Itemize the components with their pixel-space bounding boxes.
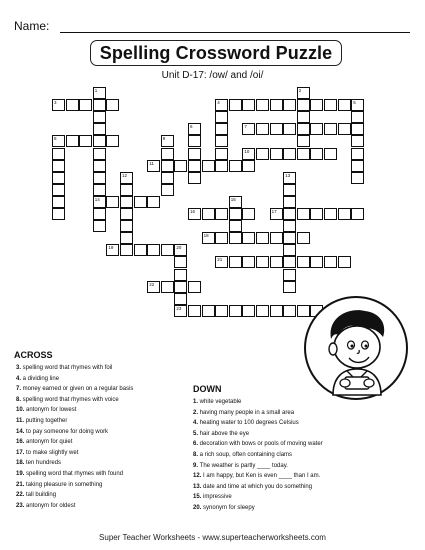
crossword-cell[interactable]	[242, 99, 255, 111]
clue-item	[193, 409, 294, 417]
crossword-cell[interactable]	[324, 123, 337, 135]
clue-number: 2	[298, 88, 302, 93]
clue-item-number: 8.	[16, 396, 23, 403]
crossword-cell[interactable]	[256, 305, 269, 317]
crossword-cell[interactable]	[215, 160, 228, 172]
crossword-cell[interactable]	[52, 184, 65, 196]
clue-number: 17	[271, 209, 277, 214]
clue-item-text: hair above the eye	[199, 430, 250, 437]
crossword-cell[interactable]	[324, 256, 337, 268]
crossword-cell[interactable]	[351, 160, 364, 172]
clue-number: 8	[54, 136, 57, 142]
clue-item	[193, 483, 312, 491]
crossword-cell[interactable]	[242, 232, 255, 244]
crossword-cell[interactable]	[351, 172, 364, 184]
clue-item-text: spelling word that rhymes with found	[26, 471, 124, 477]
clue-item	[16, 417, 67, 425]
crossword-cell[interactable]	[93, 123, 106, 135]
clue-number: 13	[285, 172, 291, 178]
crossword-cell[interactable]	[242, 208, 255, 220]
crossword-cell[interactable]	[242, 160, 255, 172]
crossword-cell[interactable]	[134, 196, 147, 208]
clue-item-number: 5.	[193, 430, 200, 437]
crossword-cell[interactable]	[174, 269, 187, 281]
clue-number: 11	[149, 160, 154, 166]
crossword-cell[interactable]	[310, 148, 323, 160]
clue-number: 9	[162, 136, 166, 142]
crossword-cell[interactable]	[338, 99, 351, 111]
clue-item-text: to pay someone for doing work	[26, 428, 109, 435]
crossword-cell[interactable]	[202, 208, 215, 220]
clue-item	[16, 375, 59, 383]
crossword-cell[interactable]	[215, 256, 228, 268]
crossword-cell[interactable]	[188, 172, 201, 184]
crossword-cell[interactable]	[120, 196, 133, 208]
crossword-cell[interactable]	[79, 99, 92, 111]
clue-number: 10	[244, 148, 250, 154]
clue-item-text: The weather is partly ____ today.	[199, 462, 288, 469]
crossword-cell[interactable]	[297, 111, 310, 123]
crossword-cell[interactable]	[351, 148, 364, 160]
crossword-cell[interactable]	[256, 256, 269, 268]
clue-item-number: 14.	[16, 428, 27, 435]
clue-item	[16, 385, 133, 393]
clue-item-text: synonym for sleepy	[203, 505, 255, 511]
clue-item	[193, 398, 241, 406]
crossword-cell[interactable]	[188, 123, 201, 135]
crossword-cell[interactable]	[270, 123, 283, 135]
crossword-cell[interactable]	[215, 208, 228, 220]
crossword-cell[interactable]	[93, 160, 106, 172]
crossword-cell[interactable]	[202, 305, 215, 317]
clue-item-number: 20.	[193, 505, 204, 511]
crossword-cell[interactable]	[161, 281, 174, 293]
crossword-cell[interactable]	[120, 184, 133, 196]
crossword-cell[interactable]	[229, 220, 242, 232]
crossword-cell[interactable]	[242, 305, 255, 317]
crossword-cell[interactable]	[215, 148, 228, 160]
clue-item-text: white vegetable	[199, 399, 242, 405]
crossword-cell[interactable]	[351, 123, 364, 135]
crossword-cell[interactable]	[52, 135, 65, 147]
clue-item-number: 4.	[16, 375, 23, 382]
clue-item-number: 7.	[16, 386, 23, 393]
crossword-cell[interactable]	[310, 99, 323, 111]
across-heading: ACROSS	[14, 350, 53, 360]
crossword-cell[interactable]	[270, 305, 283, 317]
crossword-cell[interactable]	[338, 208, 351, 220]
crossword-cell[interactable]	[120, 172, 133, 184]
crossword-cell[interactable]	[283, 244, 296, 256]
clue-item-text: date and time at which you do something	[203, 483, 313, 490]
crossword-cell[interactable]	[215, 111, 228, 123]
crossword-cell[interactable]	[270, 148, 283, 160]
crossword-cell[interactable]	[310, 256, 323, 268]
crossword-cell[interactable]	[120, 244, 133, 256]
clue-item	[16, 428, 108, 436]
clue-item-text: spelling word that rhymes with voice	[22, 396, 119, 403]
crossword-cell[interactable]	[106, 244, 119, 256]
clue-item-number: 19.	[16, 471, 27, 477]
crossword-cell[interactable]	[270, 256, 283, 268]
crossword-cell[interactable]	[188, 281, 201, 293]
clue-item-text: antonym for lowest	[26, 407, 77, 414]
clue-number: 20	[176, 245, 182, 251]
crossword-cell[interactable]	[202, 232, 215, 244]
name-label: Name:	[14, 19, 50, 33]
crossword-cell[interactable]	[338, 123, 351, 135]
clue-item	[193, 430, 249, 438]
crossword-cell[interactable]	[283, 196, 296, 208]
crossword-cell[interactable]	[93, 111, 106, 123]
clue-item-text: decoration with bows or pools of moving water	[199, 441, 323, 448]
crossword-cell[interactable]	[161, 172, 174, 184]
clue-item	[16, 364, 112, 372]
crossword-cell[interactable]	[215, 123, 228, 135]
crossword-cell[interactable]	[93, 220, 106, 232]
clue-number: 18	[203, 233, 209, 239]
clue-item-text: spelling word that rhymes with foil	[22, 365, 113, 371]
page-title: Spelling Crossword Puzzle	[99, 42, 333, 63]
crossword-cell[interactable]	[52, 148, 65, 160]
crossword-cell[interactable]	[297, 99, 310, 111]
crossword-cell[interactable]	[188, 208, 201, 220]
clue-number: 19	[108, 245, 114, 251]
crossword-cell[interactable]	[283, 172, 296, 184]
crossword-cell[interactable]	[174, 281, 187, 293]
clue-item	[16, 438, 72, 446]
footer: Super Teacher Worksheets - www.superteacherworksheets.com	[99, 533, 326, 542]
clue-item	[193, 493, 232, 501]
crossword-cell[interactable]	[242, 256, 255, 268]
crossword-cell[interactable]	[283, 148, 296, 160]
clue-item-text: antonym for quiet	[26, 439, 73, 446]
crossword-cell[interactable]	[93, 148, 106, 160]
down-heading: DOWN	[193, 384, 222, 394]
crossword-cell[interactable]	[215, 135, 228, 147]
crossword-cell[interactable]	[229, 256, 242, 268]
clue-item-number: 15.	[193, 494, 204, 501]
clue-item-text: taking pleasure in something	[26, 481, 103, 488]
crossword-cell[interactable]	[242, 148, 255, 160]
clue-item-number: 12.	[193, 473, 204, 480]
clue-item-number: 21.	[16, 481, 27, 488]
clue-item-number: 17.	[16, 449, 27, 456]
clue-item-text: having many people in a small area	[199, 409, 295, 416]
crossword-cell[interactable]	[161, 184, 174, 196]
clue-number: 16	[190, 209, 196, 214]
crossword-cell[interactable]	[66, 99, 79, 111]
crossword-cell[interactable]	[351, 135, 364, 147]
clue-item-text: to make slightly wet	[26, 449, 79, 456]
clue-item-text: putting together	[25, 418, 68, 424]
crossword-cell[interactable]	[93, 196, 106, 208]
crossword-cell[interactable]	[283, 281, 296, 293]
clue-number: 3	[54, 100, 57, 106]
crossword-cell[interactable]	[324, 148, 337, 160]
crossword-cell[interactable]	[283, 220, 296, 232]
clue-item-text: antonym for oldest	[26, 502, 76, 509]
crossword-cell[interactable]	[161, 160, 174, 172]
clue-item-text: I am happy, but Ken is even ____ than I am.	[203, 473, 321, 480]
crossword-cell[interactable]	[93, 135, 106, 147]
clue-item	[16, 502, 75, 510]
crossword-cell[interactable]	[52, 172, 65, 184]
clue-item-number: 22.	[16, 492, 27, 499]
clue-item-number: 13.	[193, 483, 204, 490]
clue-number: 21	[217, 257, 223, 263]
crossword-cell[interactable]	[256, 123, 269, 135]
crossword-cell[interactable]	[310, 123, 323, 135]
clue-item-number: 18.	[16, 460, 27, 467]
crossword-cell[interactable]	[106, 99, 119, 111]
clue-item	[16, 491, 56, 499]
clue-item	[193, 419, 299, 427]
crossword-cell[interactable]	[120, 232, 133, 244]
crossword-cell[interactable]	[351, 208, 364, 220]
crossword-cell[interactable]	[283, 99, 296, 111]
crossword-cell[interactable]	[270, 99, 283, 111]
crossword-cell[interactable]	[229, 196, 242, 208]
clue-item	[193, 472, 320, 480]
clue-item-text: impressive	[203, 494, 232, 501]
crossword-cell[interactable]	[147, 160, 160, 172]
clue-item	[193, 504, 255, 512]
crossword-cell[interactable]	[283, 232, 296, 244]
crossword-cell[interactable]	[351, 111, 364, 123]
crossword-cell[interactable]	[256, 148, 269, 160]
crossword-cell[interactable]	[120, 220, 133, 232]
clue-item-number: 9.	[193, 462, 200, 469]
clue-item	[193, 462, 288, 470]
clue-item-text: ten hundreds	[26, 460, 62, 467]
crossword-cell[interactable]	[229, 305, 242, 317]
crossword-cell[interactable]	[93, 172, 106, 184]
crossword-cell[interactable]	[52, 196, 65, 208]
clue-item-text: a rich soup, often containing clams	[199, 452, 293, 458]
crossword-cell[interactable]	[297, 232, 310, 244]
crossword-cell[interactable]	[106, 135, 119, 147]
crossword-cell[interactable]	[174, 305, 187, 317]
crossword-cell[interactable]	[310, 208, 323, 220]
crossword-cell[interactable]	[188, 148, 201, 160]
crossword-cell[interactable]	[297, 148, 310, 160]
crossword-cell[interactable]	[324, 99, 337, 111]
clue-item-number: 8.	[193, 452, 200, 458]
clue-item-text: a dividing line	[22, 375, 60, 382]
crossword-cell[interactable]	[297, 87, 310, 99]
crossword-cell[interactable]	[229, 99, 242, 111]
clue-item	[16, 449, 78, 457]
crossword-cell[interactable]	[147, 281, 160, 293]
clue-number: 23	[176, 305, 182, 311]
clue-item	[16, 470, 123, 478]
crossword-cell[interactable]	[229, 232, 242, 244]
clue-item-number: 10.	[16, 407, 27, 414]
clue-number: 4	[217, 100, 220, 106]
crossword-cell[interactable]	[106, 196, 119, 208]
crossword-cell[interactable]	[215, 305, 228, 317]
clue-item-number: 16.	[16, 439, 27, 446]
crossword-cell[interactable]	[93, 99, 106, 111]
crossword-cell[interactable]	[256, 99, 269, 111]
clue-number: 12	[122, 172, 128, 178]
crossword-cell[interactable]	[215, 232, 228, 244]
clue-number: 22	[149, 281, 155, 287]
crossword-cell[interactable]	[297, 135, 310, 147]
clue-item-number: 1.	[193, 399, 200, 405]
crossword-cell[interactable]	[297, 256, 310, 268]
clue-item-number: 23.	[16, 502, 27, 509]
crossword-cell[interactable]	[52, 160, 65, 172]
crossword-cell[interactable]	[297, 208, 310, 220]
crossword-cell[interactable]	[351, 99, 364, 111]
clue-item-text: heating water to 100 degrees Celsius	[199, 420, 299, 427]
clue-number: 5	[353, 100, 356, 106]
crossword-cell[interactable]	[147, 196, 160, 208]
clue-item	[16, 481, 102, 489]
clue-item	[16, 406, 76, 414]
crossword-cell[interactable]	[161, 148, 174, 160]
crossword-cell[interactable]	[242, 123, 255, 135]
crossword-cell[interactable]	[174, 293, 187, 305]
clue-item-number: 6.	[193, 441, 200, 448]
crossword-cell[interactable]	[52, 99, 65, 111]
clue-item	[193, 451, 292, 459]
crossword-cell[interactable]	[174, 256, 187, 268]
subtitle: Unit D-17: /ow/ and /oi/	[161, 70, 264, 81]
crossword-cell[interactable]	[324, 208, 337, 220]
crossword-cell[interactable]	[93, 184, 106, 196]
clue-number: 15	[230, 196, 236, 202]
crossword-cell[interactable]	[283, 123, 296, 135]
crossword-cell[interactable]	[297, 123, 310, 135]
crossword-cell[interactable]	[120, 208, 133, 220]
crossword-cell[interactable]	[283, 305, 296, 317]
crossword-cell[interactable]	[174, 244, 187, 256]
clue-item-number: 2.	[193, 409, 200, 416]
crossword-cell[interactable]	[161, 135, 174, 147]
crossword-cell[interactable]	[188, 135, 201, 147]
crossword-cell[interactable]	[161, 244, 174, 256]
clue-item-text: tall building	[26, 492, 57, 499]
clue-item-number: 3.	[16, 365, 23, 371]
crossword-cell[interactable]	[270, 208, 283, 220]
crossword-cell[interactable]	[283, 269, 296, 281]
crossword-cell[interactable]	[256, 232, 269, 244]
clue-number: 7	[244, 124, 247, 130]
crossword-cell[interactable]	[93, 208, 106, 220]
crossword-cell[interactable]	[52, 208, 65, 220]
clue-item-text: money earned or given on a regular basis	[22, 386, 134, 393]
boy-mascot-icon	[303, 295, 409, 401]
crossword-cell[interactable]	[79, 135, 92, 147]
clue-item-number: 4.	[193, 420, 200, 427]
crossword-cell[interactable]	[283, 184, 296, 196]
crossword-cell[interactable]	[215, 99, 228, 111]
crossword-cell[interactable]	[229, 208, 242, 220]
crossword-cell[interactable]	[270, 232, 283, 244]
clue-item	[16, 396, 119, 404]
crossword-cell[interactable]	[188, 160, 201, 172]
crossword-cell[interactable]	[147, 244, 160, 256]
crossword-cell[interactable]	[93, 87, 106, 99]
clue-number: 6	[190, 124, 193, 130]
crossword-cell[interactable]	[229, 160, 242, 172]
clue-item-number: 11.	[16, 418, 26, 424]
clue-item	[16, 459, 61, 467]
crossword-cell[interactable]	[283, 256, 296, 268]
crossword-cell[interactable]	[174, 160, 187, 172]
clue-number: 1	[94, 88, 98, 93]
crossword-cell[interactable]	[66, 135, 79, 147]
crossword-cell[interactable]	[134, 244, 147, 256]
crossword-cell[interactable]	[202, 160, 215, 172]
crossword-cell[interactable]	[188, 305, 201, 317]
crossword-cell[interactable]	[283, 208, 296, 220]
crossword-cell[interactable]	[338, 256, 351, 268]
clue-item	[193, 440, 323, 448]
clue-number: 14	[94, 196, 100, 202]
